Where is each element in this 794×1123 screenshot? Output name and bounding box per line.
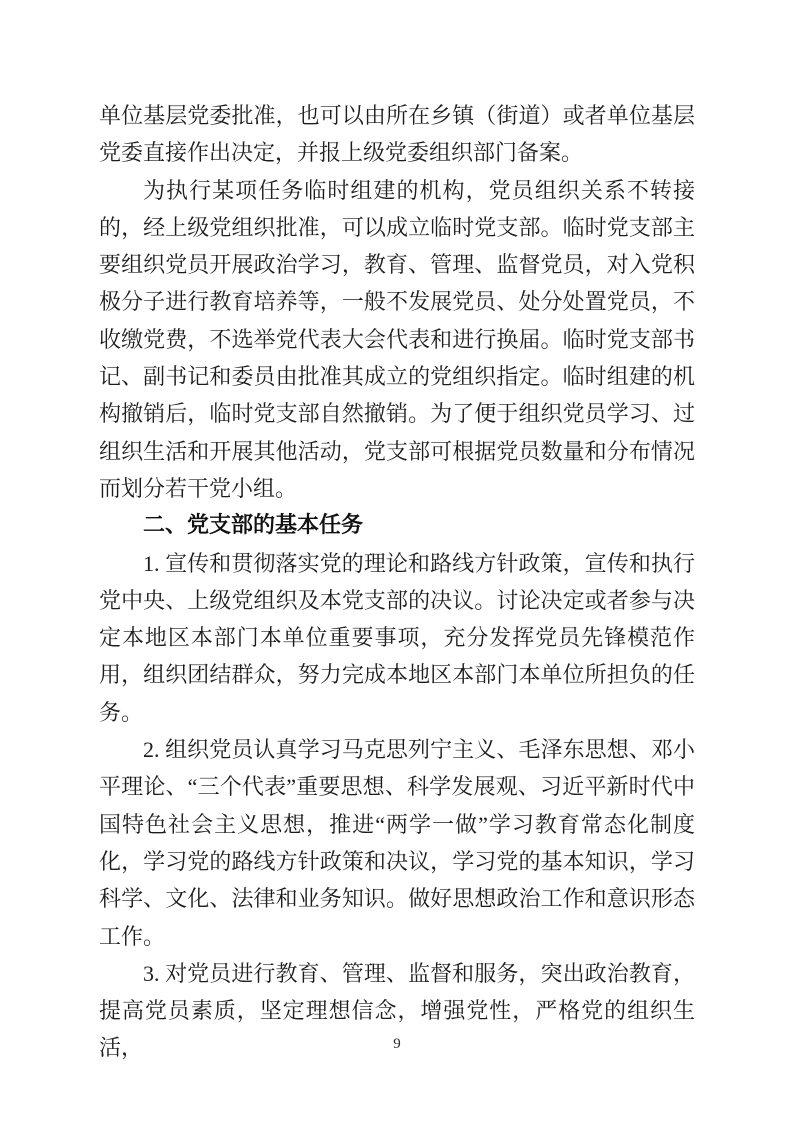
- paragraph-temporary-branch: 为执行某项任务临时组建的机构，党员组织关系不转接的，经上级党组织批准，可以成立临时党支部。临时党支部主要组织党员开展政治学习，教育、管理、监督党员，对入党积极分子进行教育培养等，一般不发展党员、处分处置党员，不收缴党费，不选举党代表大会代表和进行换届。临时党支部书记、副书记和委员由批准其成立的党组织指定。临时组建的机构撤销后，临时党支部自然撤销。为了便于组织党员学习、过组织生活和开展其他活动，党支部可根据党员数量和分布情况而划分若干党小组。: [99, 177, 695, 501]
- paragraph-branch-approval: 单位基层党委批准，也可以由所在乡镇（街道）或者单位基层党委直接作出决定，并报上级党委组织部门备案。: [99, 103, 695, 166]
- paragraph-task-2: 2. 组织党员认真学习马克思列宁主义、毛泽东思想、邓小平理论、“三个代表”重要思想、科学发展观、习近平新时代中国特色社会主义思想，推进“两学一做”学习教育常态化制度化，学习党的路线方针政策和决议，学习党的基本知识，学习科学、文化、法律和业务知识。做好思想政治工作和意识形态工作。: [99, 737, 695, 949]
- page-number: 9: [393, 1036, 401, 1052]
- document-body: [99, 97, 695, 1067]
- section-heading-basic-tasks: 二、党支部的基本任务: [143, 513, 364, 539]
- paragraph-task-3: 3. 对党员进行教育、管理、监督和服务，突出政治教育，提高党员素质，坚定理想信念，增强党性，严格党的组织生活，: [99, 960, 695, 1061]
- paragraph-task-1: 1. 宣传和贯彻落实党的理论和路线方针政策，宣传和执行党中央、上级党组织及本党支部的决议。讨论决定或者参与决定本地区本部门本单位重要事项，充分发挥党员先锋模范作用，组织团结群众，努力完成本地区本部门本单位所担负的任务。: [99, 550, 695, 725]
